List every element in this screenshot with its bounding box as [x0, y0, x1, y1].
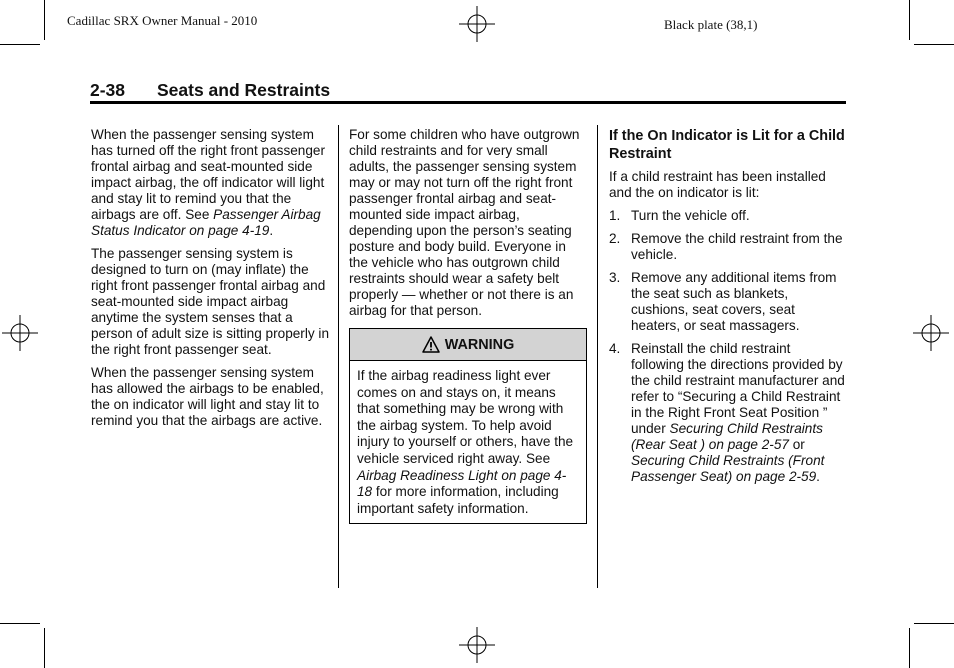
paragraph: When the passenger sensing system has allowed the airbags to be enabled, the on indicator will light and stay lit to remind you that the airbags are active. — [91, 365, 324, 428]
crop-mark — [914, 44, 954, 45]
subsection-heading: If the On Indicator is Lit for a Child Restraint — [609, 128, 845, 162]
plate-number: Black plate (38,1) — [664, 17, 758, 32]
warning-triangle-icon — [422, 336, 440, 353]
registration-mark-icon — [459, 6, 495, 42]
registration-mark-icon — [913, 315, 949, 351]
column-3 — [609, 127, 845, 492]
steps-list — [609, 208, 845, 485]
manual-title-plate: Cadillac SRX Owner Manual - 2010 — [67, 13, 258, 28]
column-divider — [597, 125, 598, 588]
paragraph: When the passenger sensing system has turned off the right front passenger frontal airbag and seat-mounted side impact airbag, the off indicator will light and stay lit to remind you that the airbags are off. See Passenger Airbag Status Indicator on page 4-19. — [91, 127, 326, 238]
list-item: 3. Remove any additional items from the seat such as blankets, cushions, seat covers, seat heaters, or seat massagers. — [609, 270, 837, 333]
crop-mark — [914, 623, 954, 624]
crop-mark — [44, 0, 45, 40]
crop-mark — [44, 628, 45, 668]
warning-body: If the airbag readiness light ever comes on and stays on, it means that something may be wrong with the airbag system. To help avoid injury to yourself or others, have the vehicle serviced right away. See Airbag Readiness Light on page 4-18 for more information, including important safety information. — [357, 368, 574, 516]
section-header — [90, 80, 846, 101]
page-number: 2-38 — [90, 80, 126, 100]
warning-title: WARNING — [444, 336, 515, 353]
cross-reference-link[interactable]: Passenger Airbag Status Indicator on page 4-19 — [91, 207, 321, 238]
cross-reference-link[interactable]: Securing Child Restraints (Rear Seat ) on page 2-57 — [631, 421, 823, 452]
registration-mark-icon — [2, 315, 38, 351]
crop-mark — [0, 44, 40, 45]
list-item: 2. Remove the child restraint from the vehicle. — [609, 231, 843, 262]
cross-reference-link[interactable]: Securing Child Restraints (Front Passenger Seat) on page 2-59 — [631, 453, 825, 484]
paragraph: If a child restraint has been installed and the on indicator is lit: — [609, 169, 826, 200]
list-item: 4. Reinstall the child restraint following the directions provided by the child restraint manufacturer and refer to “Securing a Child Restraint in the Right Front Seat Position ” under Securing Child Restraints (Rear Seat ) on page 2-57 or Securing Child Restraints (Front Passenger Seat) on page 2-59. — [609, 341, 845, 484]
column-1 — [91, 127, 331, 436]
warning-header — [350, 329, 586, 361]
warning-box — [349, 328, 587, 524]
section-title: Seats and Restraints — [157, 80, 331, 100]
cross-reference-link[interactable]: Airbag Readiness Light on page 4-18 — [357, 467, 567, 500]
crop-mark — [909, 0, 910, 40]
registration-mark-icon — [459, 627, 495, 663]
list-item: 1. Turn the vehicle off. — [609, 208, 750, 223]
paragraph: The passenger sensing system is designed to turn on (may inflate) the right front passenger frontal airbag and seat-mounted side impact airbag anytime the system senses that a person of adult size is sitting properly in the right front passenger seat. — [91, 246, 330, 357]
column-divider — [338, 125, 339, 588]
crop-mark — [0, 623, 40, 624]
paragraph: For some children who have outgrown child restraints and for very small adults, the passenger sensing system may or may not turn off the right front passenger frontal airbag and seat-mounted side impact airbag, depending upon the person’s seating posture and body build. Everyone in the vehicle who has outgrown child restraints should wear a safety belt properly — whether or not there is an airbag for that person. — [349, 127, 580, 318]
header-rule — [90, 101, 846, 104]
column-2 — [349, 127, 587, 524]
crop-mark — [909, 628, 910, 668]
